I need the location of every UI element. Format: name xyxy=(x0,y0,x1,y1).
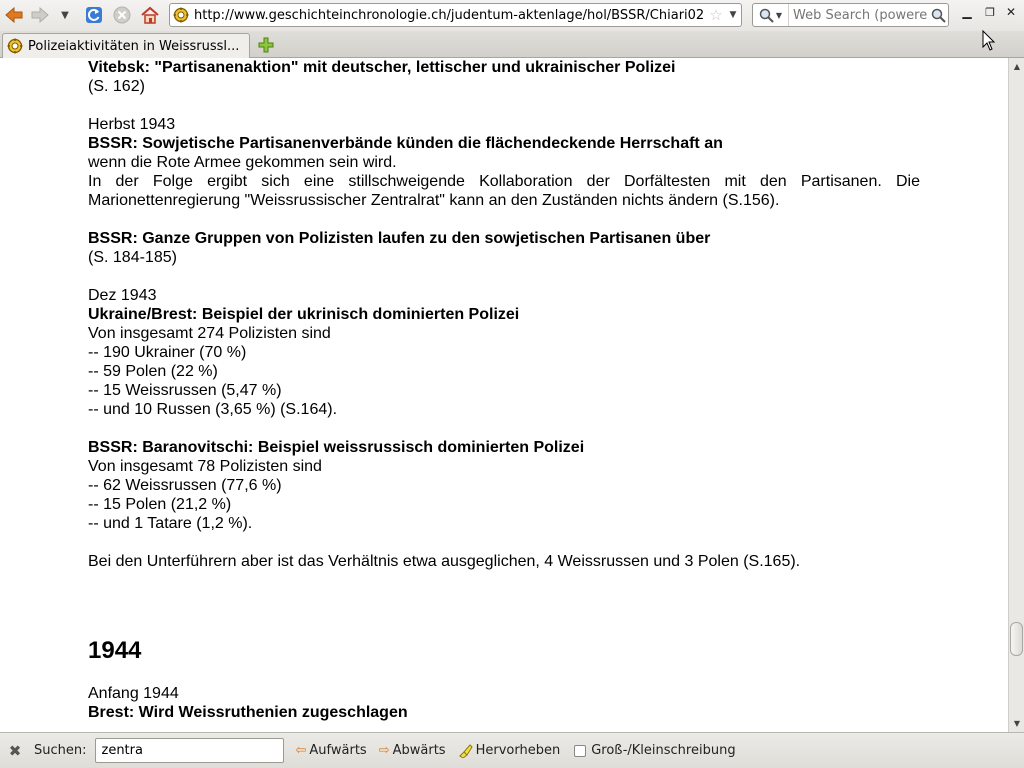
entry-date: Herbst 1943 xyxy=(88,116,176,133)
article-content xyxy=(88,58,920,722)
entry-heading: BSSR: Ganze Gruppen von Polizisten laufen zu den sowjetischen Partisanen über xyxy=(88,230,711,247)
site-favicon-icon xyxy=(170,4,192,26)
list-item: -- 62 Weissrussen (77,6 %) xyxy=(88,477,282,494)
home-button[interactable] xyxy=(138,4,162,26)
stop-icon xyxy=(113,6,131,24)
find-bar xyxy=(0,732,1024,768)
page-reference: (S. 184-185) xyxy=(88,249,177,266)
history-dropdown-button[interactable] xyxy=(56,4,74,26)
chevron-down-icon: ▼ xyxy=(1013,718,1021,728)
minimize-button[interactable] xyxy=(958,4,976,20)
minimize-icon: ▁ xyxy=(962,5,972,19)
list-item: -- 15 Weissrussen (5,47 %) xyxy=(88,382,282,399)
match-case-toggle[interactable] xyxy=(560,743,735,758)
bookmark-star-icon[interactable]: ☆ xyxy=(709,6,723,24)
entry-text: Von insgesamt 78 Polizisten sind xyxy=(88,458,322,475)
list-item: -- und 10 Russen (3,65 %) (S.164). xyxy=(88,401,338,418)
back-arrow-icon xyxy=(5,7,23,23)
tab-title: Polizeiaktivitäten in Weissrussl... xyxy=(28,38,240,54)
entry-date: Dez 1943 xyxy=(88,287,157,304)
find-next-label: Abwärts xyxy=(392,743,446,758)
entry-date: Anfang 1944 xyxy=(88,685,179,702)
close-window-button[interactable] xyxy=(1002,4,1020,20)
chevron-down-icon: ▼ xyxy=(775,10,783,20)
close-icon: ✕ xyxy=(1005,5,1017,19)
match-case-label: Groß-/Kleinschreibung xyxy=(591,743,736,758)
arrow-right-icon: ⇨ xyxy=(378,743,390,758)
reload-icon xyxy=(85,6,103,24)
search-engine-selector[interactable] xyxy=(753,4,789,26)
find-previous-button[interactable] xyxy=(296,743,367,758)
url-text[interactable]: http://www.geschichteinchronologie.ch/judentum-aktenlage/hol/BSSR/Chiari02 xyxy=(194,7,705,23)
entry-text: In der Folge ergibt sich eine stillschweigende Kollaboration der Dorfältesten mit den Partisanen. Die Marionettenregierung "Weissrussischer Zentralrat" kann an den Zuständen nichts ändern (S.156). xyxy=(88,173,920,209)
entry-heading: Vitebsk: "Partisanenaktion" mit deutscher, lettischer und ukrainischer Polizei xyxy=(88,59,676,76)
highlight-all-button[interactable] xyxy=(458,743,561,758)
scrollbar-thumb[interactable] xyxy=(1010,622,1023,656)
close-icon: ✖ xyxy=(8,741,22,760)
find-next-button[interactable] xyxy=(379,743,446,758)
tab-strip xyxy=(0,31,1024,58)
magnifier-icon xyxy=(759,8,774,23)
web-search-box[interactable] xyxy=(752,3,949,27)
chevron-down-icon: ▼ xyxy=(61,9,69,21)
year-heading: 1944 xyxy=(88,637,142,664)
close-findbar-button[interactable] xyxy=(8,742,22,760)
url-dropdown-icon[interactable]: ▼ xyxy=(729,10,737,20)
scroll-down-button[interactable] xyxy=(1009,716,1024,730)
list-item: -- 59 Polen (22 %) xyxy=(88,363,218,380)
restore-button[interactable] xyxy=(981,4,999,20)
back-button[interactable] xyxy=(2,4,26,26)
list-item: -- 190 Ukrainer (70 %) xyxy=(88,344,247,361)
restore-icon: ❐ xyxy=(985,5,995,19)
mouse-cursor-icon xyxy=(982,30,996,52)
reload-button[interactable] xyxy=(82,4,106,26)
scroll-up-button[interactable] xyxy=(1009,59,1024,73)
stop-button[interactable] xyxy=(110,4,134,26)
tab-active[interactable] xyxy=(2,33,250,58)
web-search-input[interactable] xyxy=(789,8,928,23)
chevron-up-icon: ▲ xyxy=(1013,61,1021,71)
search-icon xyxy=(931,8,946,23)
forward-arrow-icon xyxy=(31,7,49,23)
entry-heading: BSSR: Baranovitschi: Beispiel weissrussisch dominierten Polizei xyxy=(88,439,585,456)
vertical-scrollbar[interactable] xyxy=(1008,58,1024,732)
highlighter-icon xyxy=(458,744,473,758)
search-go-button[interactable] xyxy=(928,8,948,23)
find-previous-label: Aufwärts xyxy=(309,743,367,758)
page-viewport xyxy=(0,58,1008,732)
site-favicon-icon xyxy=(7,38,23,54)
navigation-toolbar xyxy=(0,0,1024,31)
find-label: Suchen: xyxy=(34,743,87,758)
entry-heading: Brest: Wird Weissruthenien zugeschlagen xyxy=(88,704,408,721)
entry-heading: BSSR: Sowjetische Partisanenverbände künden die flächendeckende Herrschaft an xyxy=(88,135,723,152)
find-input[interactable] xyxy=(95,738,284,763)
address-bar[interactable] xyxy=(169,3,742,27)
match-case-checkbox[interactable] xyxy=(574,745,586,757)
list-item: -- und 1 Tatare (1,2 %). xyxy=(88,515,253,532)
entry-text: Von insgesamt 274 Polizisten sind xyxy=(88,325,331,342)
list-item: -- 15 Polen (21,2 %) xyxy=(88,496,232,513)
plus-icon xyxy=(258,37,274,53)
entry-text: wenn die Rote Armee gekommen sein wird. xyxy=(88,154,397,171)
home-icon xyxy=(140,6,160,24)
arrow-left-icon: ⇦ xyxy=(295,743,307,758)
new-tab-button[interactable] xyxy=(256,35,276,55)
highlight-label: Hervorheben xyxy=(475,743,561,758)
entry-heading: Ukraine/Brest: Beispiel der ukrinisch dominierten Polizei xyxy=(88,306,520,323)
page-reference: (S. 162) xyxy=(88,78,145,95)
entry-text: Bei den Unterführern aber ist das Verhältnis etwa ausgeglichen, 4 Weissrussen und 3 Polen (S.165). xyxy=(88,553,801,570)
forward-button[interactable] xyxy=(28,4,52,26)
